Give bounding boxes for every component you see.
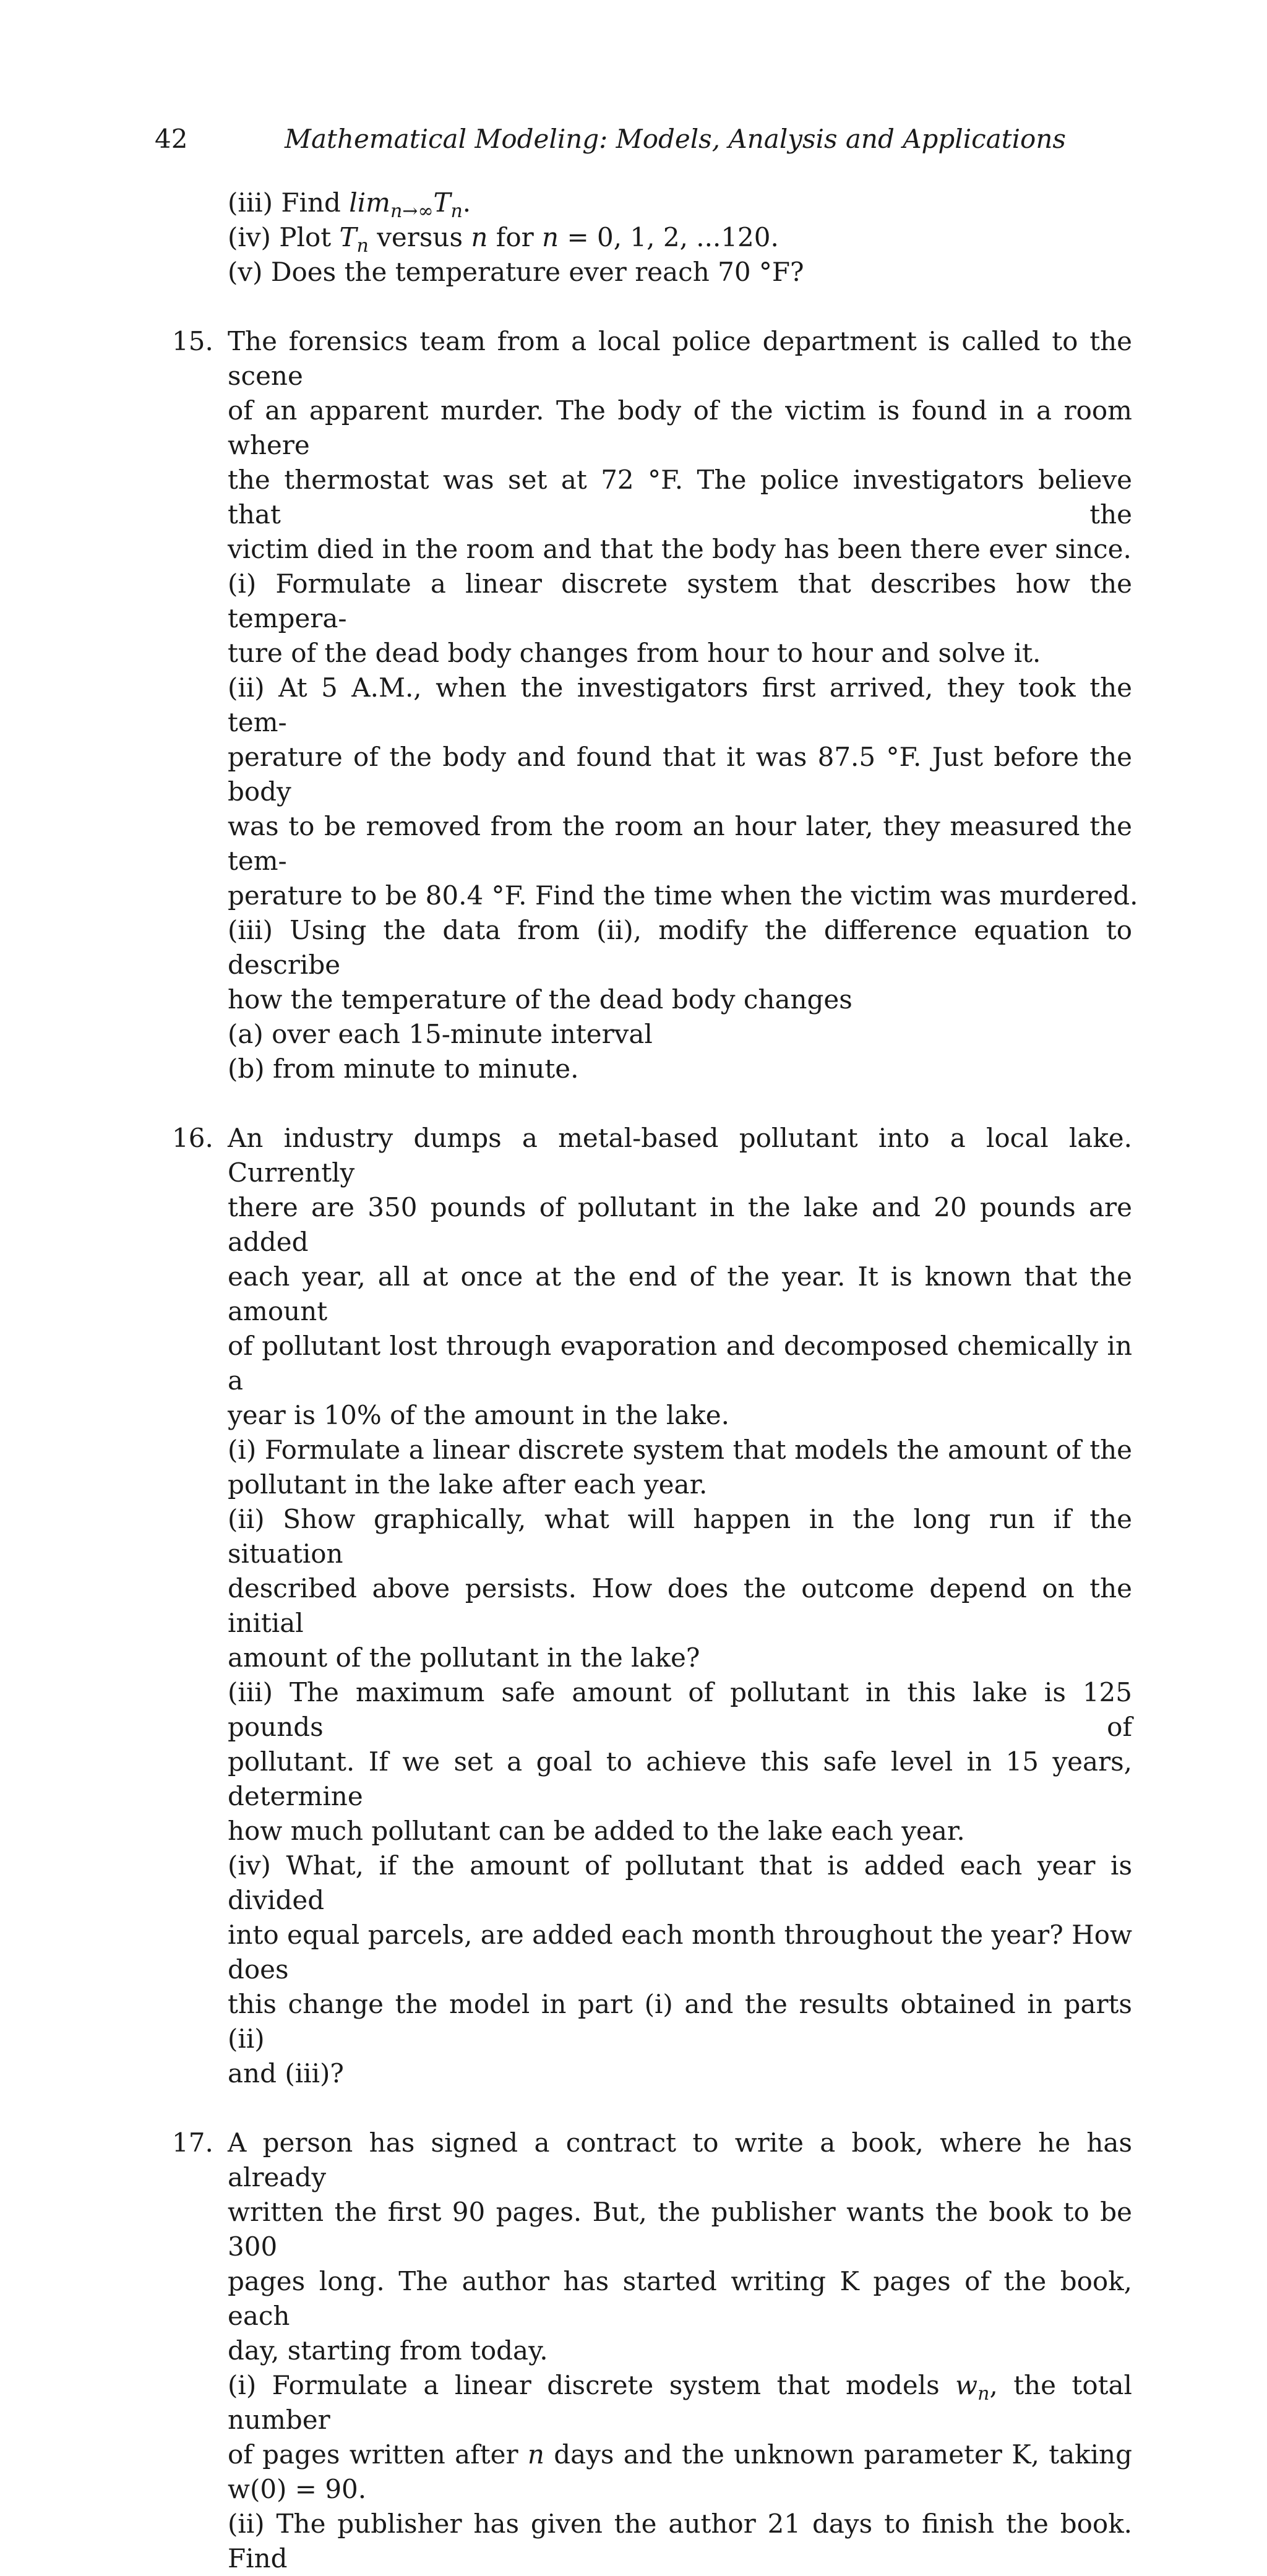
text-line: An industry dumps a metal-based pollutant into a local lake. Currently <box>228 1123 1132 1188</box>
problem-number: 17. <box>172 2127 213 2158</box>
problem-number: 15. <box>172 326 213 356</box>
text-line: The forensics team from a local police department is called to the scene <box>228 326 1132 391</box>
text-line: of pages written after n days and the unknown parameter K, taking <box>228 2439 1132 2470</box>
text-line: into equal parcels, are added each month throughout the year? How does <box>228 1920 1132 1985</box>
text-line: how the temperature of the dead body changes <box>228 984 853 1015</box>
text-line: A person has signed a contract to write a book, where he has already <box>228 2127 1132 2192</box>
page-header <box>155 124 1132 161</box>
subpart-iii: (iii) Find $\lim_{n\to\infty}T_n$. <box>228 187 471 222</box>
text-line: amount of the pollutant in the lake? <box>228 1642 700 1673</box>
subpart-v: (v) Does the temperature ever reach 70 °F? <box>228 257 804 287</box>
text-line: pollutant in the lake after each year. <box>228 1469 708 1500</box>
text-line: year is 10% of the amount in the lake. <box>228 1400 729 1430</box>
text-line: (iii) Using the data from (ii), modify the difference equation to describe <box>228 915 1132 980</box>
text-line: pages long. The author has started writing K pages of the book, each <box>228 2266 1132 2331</box>
running-title: Mathematical Modeling: Models, Analysis and Applications <box>285 124 1066 154</box>
text-line: pollutant. If we set a goal to achieve this safe level in 15 years, determine <box>228 1746 1132 1811</box>
problem-16 <box>155 1121 1132 2091</box>
limit-expression: lim <box>349 187 390 218</box>
text-line: there are 350 pounds of pollutant in the lake and 20 pounds are added <box>228 1192 1132 1257</box>
text-line: (ii) At 5 A.M., when the investigators first arrived, they took the tem- <box>228 672 1132 737</box>
text-line: perature of the body and found that it was 87.5 °F. Just before the body <box>228 742 1132 807</box>
text-line: described above persists. How does the outcome depend on the initial <box>228 1573 1132 1638</box>
text-line: of an apparent murder. The body of the victim is found in a room where <box>228 395 1132 460</box>
text-line: how much pollutant can be added to the lake each year. <box>228 1816 965 1846</box>
page-number: 42 <box>155 124 188 154</box>
text-line: the thermostat was set at 72 °F. The police investigators believe that the <box>228 465 1132 530</box>
text-line: perature to be 80.4 °F. Find the time when the victim was murdered. <box>228 880 1138 911</box>
text-line: victim died in the room and that the body has been there ever since. <box>228 534 1132 564</box>
text-line: of pollutant lost through evaporation and decomposed chemically in a <box>228 1331 1132 1396</box>
problem-number: 16. <box>172 1123 213 1153</box>
text-line: and (iii)? <box>228 2058 344 2089</box>
problem-17 <box>155 2126 1132 2576</box>
text-line: this change the model in part (i) and the results obtained in parts (ii) <box>228 1989 1132 2054</box>
text-line: each year, all at once at the end of the year. It is known that the amount <box>228 1261 1132 1326</box>
text-line: was to be removed from the room an hour later, they measured the tem- <box>228 811 1132 876</box>
page-body <box>155 186 1138 2576</box>
text-line: w(0) = 90. <box>228 2474 367 2504</box>
text-line: (i) Formulate a linear discrete system that models the amount of the <box>228 1435 1132 1465</box>
text-line: day, starting from today. <box>228 2335 548 2366</box>
problem-15 <box>155 324 1138 1086</box>
text-line: (i) Formulate a linear discrete system that models $w_n$, the total number <box>228 2370 1132 2435</box>
text-line: (iii) The maximum safe amount of pollutant in this lake is 125 pounds of <box>228 1677 1132 1742</box>
text-line: (ii) The publisher has given the author 21 days to finish the book. Find <box>228 2509 1132 2574</box>
text-line: (a) over each 15-minute interval <box>228 1019 653 1049</box>
text-line: (i) Formulate a linear discrete system that describes how the tempera- <box>228 569 1132 633</box>
text-line: (iv) What, if the amount of pollutant that is added each year is divided <box>228 1850 1132 1915</box>
text-line: written the first 90 pages. But, the publisher wants the book to be 300 <box>228 2197 1132 2262</box>
text-line: (b) from minute to minute. <box>228 1054 579 1084</box>
text-line: (ii) Show graphically, what will happen in the long run if the situation <box>228 1504 1132 1569</box>
text-line: ture of the dead body changes from hour to hour and solve it. <box>228 638 1041 668</box>
carryover-subparts <box>228 186 1132 290</box>
subpart-iv: (iv) Plot $T_n$ versus n for n = 0, 1, 2, ...120. <box>228 222 779 257</box>
